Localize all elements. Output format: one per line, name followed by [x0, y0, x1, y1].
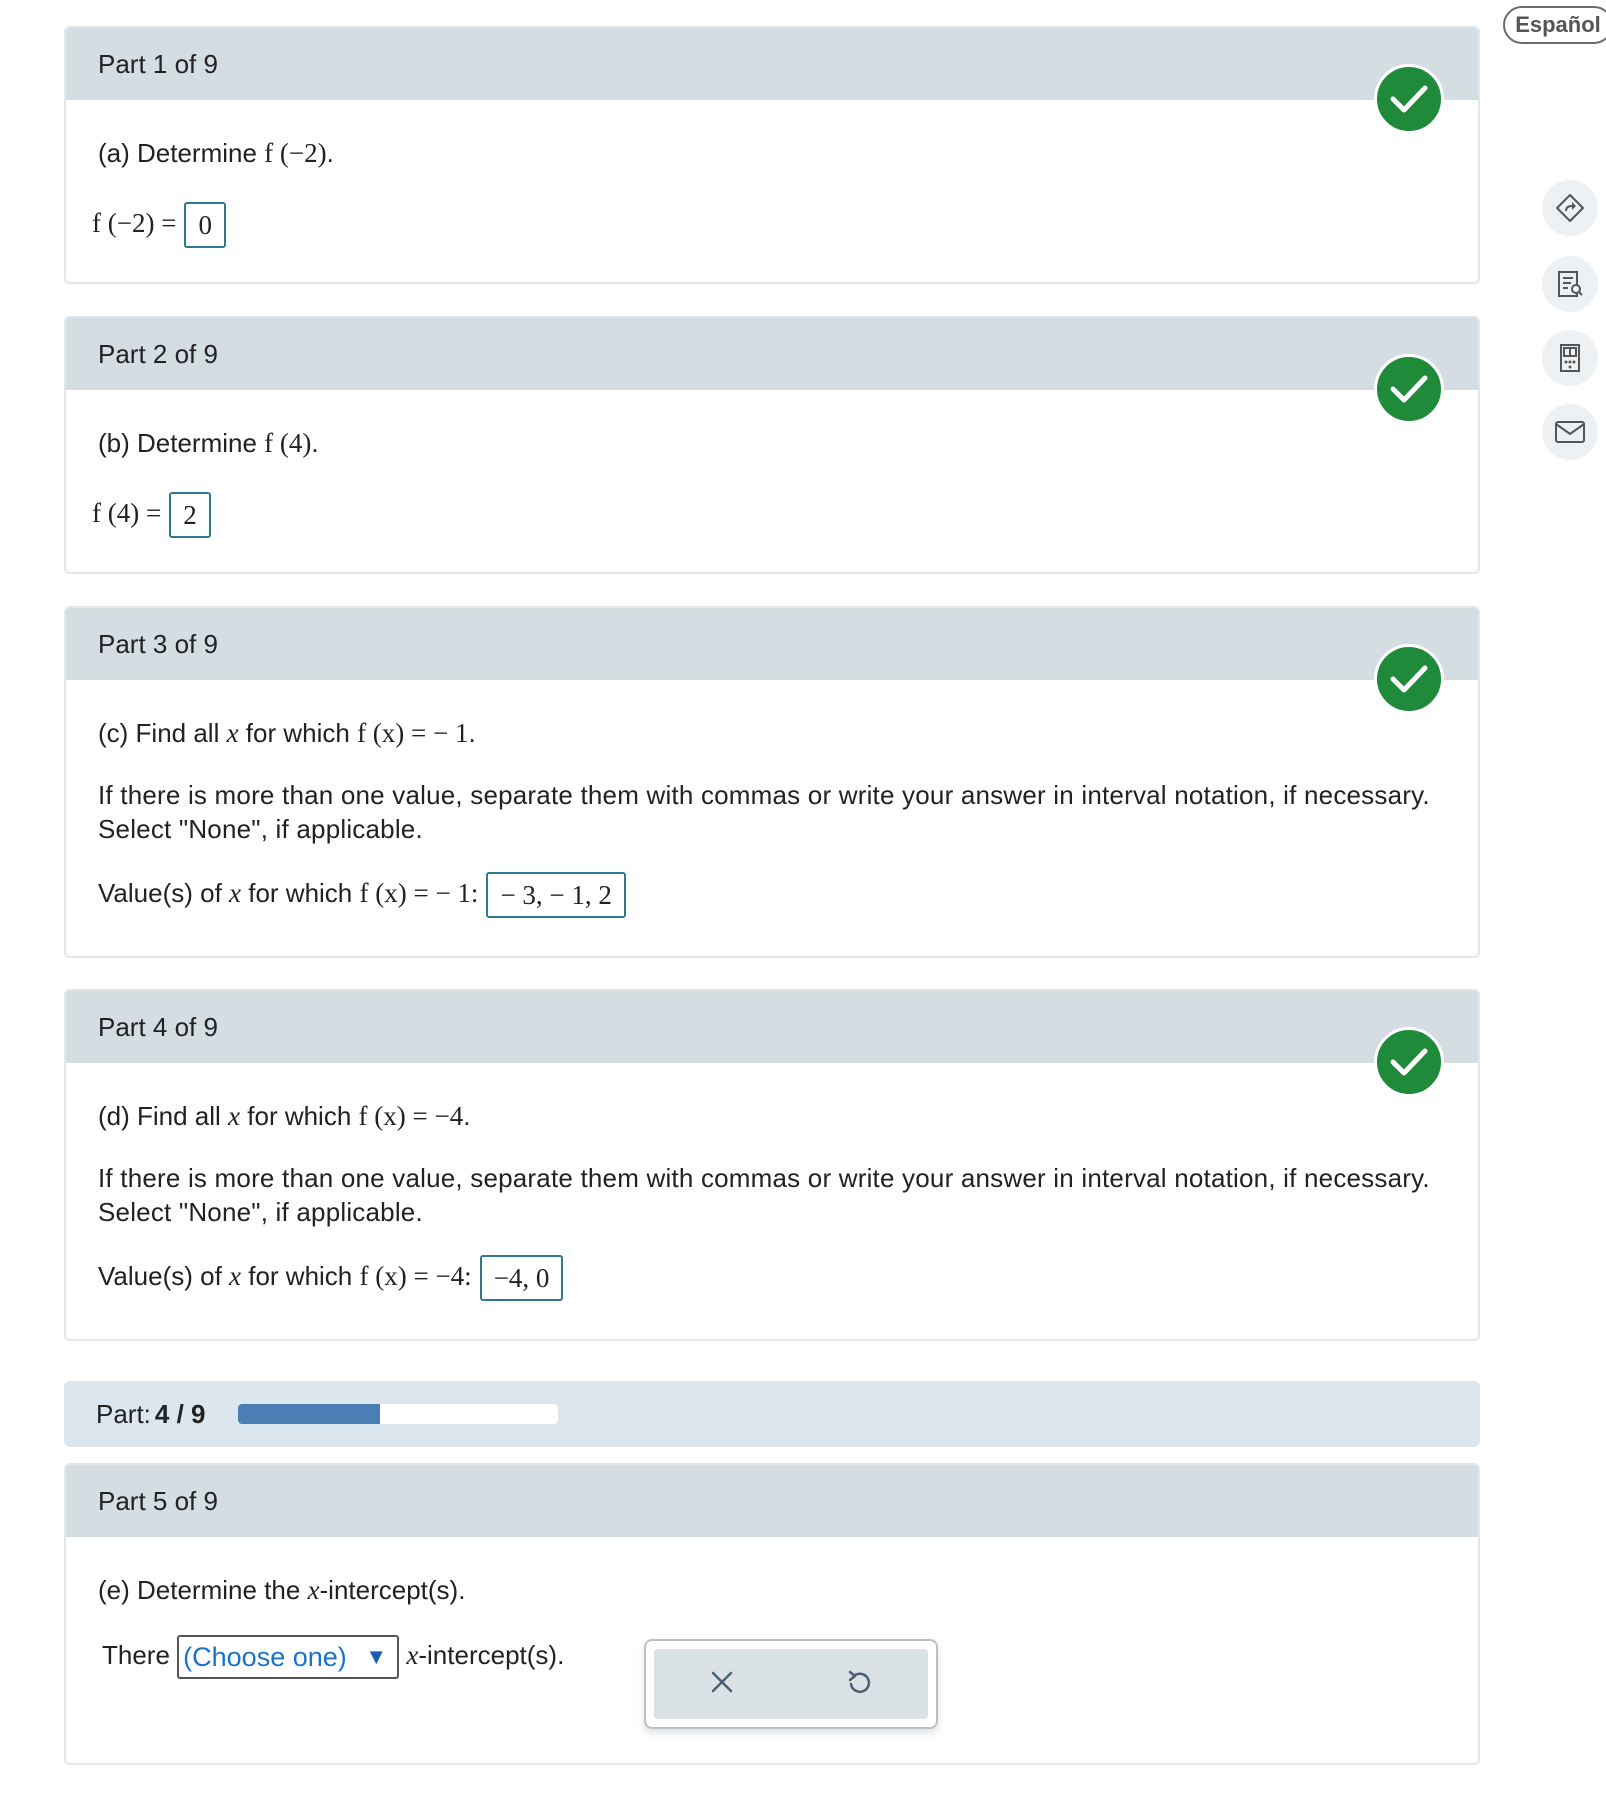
question-end: .: [326, 138, 334, 168]
question-end: .: [463, 1101, 471, 1131]
answer-text: Value(s) of: [98, 1260, 230, 1291]
progress-count: 4 / 9: [154, 1398, 206, 1429]
answer-toolbar-inner: [654, 1649, 928, 1719]
part-1-header: [66, 28, 1478, 100]
variable: x: [229, 1260, 241, 1291]
part-1-title: Part 1 of 9: [98, 48, 218, 79]
part-3-title: Part 3 of 9: [98, 628, 218, 659]
part-2-title: Part 2 of 9: [98, 338, 218, 369]
progress-bar-fill: [238, 1404, 380, 1424]
share-icon[interactable]: [1542, 180, 1598, 236]
variable: x: [229, 877, 241, 908]
part-3-card: [64, 606, 1480, 958]
undo-button[interactable]: [846, 1668, 872, 1701]
variable: x: [406, 1639, 419, 1670]
question-end: .: [311, 428, 319, 458]
variable: x: [228, 1101, 241, 1131]
part-4-instructions: If there is more than one value, separate them with commas or write your answer in interval notation, if necessary. Select "None", if applicable.: [98, 1163, 1430, 1227]
answer-label: f (−2) =: [92, 207, 177, 238]
intercept-count-select[interactable]: [177, 1635, 399, 1679]
answer-input[interactable]: − 3, − 1, 2: [486, 872, 625, 918]
close-icon: [710, 1670, 734, 1694]
progress-label: Part:: [96, 1398, 151, 1429]
check-icon: [1374, 644, 1444, 714]
part-5-question: [98, 1573, 465, 1607]
check-icon: [1374, 64, 1444, 134]
part-2-card: [64, 316, 1480, 574]
progress-bar: [238, 1404, 558, 1424]
part-2-answer-row: [92, 492, 211, 538]
part-1-card: [64, 26, 1480, 284]
part-2-question: [98, 426, 319, 460]
question-math: f (x) = −4: [358, 1101, 464, 1131]
sentence-text: -intercept(s).: [418, 1639, 565, 1670]
question-text: (a) Determine: [98, 138, 265, 168]
question-text: (c) Find all: [98, 718, 227, 748]
answer-text: for which: [241, 1260, 360, 1291]
chevron-down-icon: ▼: [365, 1644, 388, 1669]
part-4-question: [98, 1099, 470, 1133]
undo-icon: [846, 1668, 872, 1696]
variable: x: [226, 718, 239, 748]
answer-math: f (x) = − 1:: [359, 877, 479, 908]
answer-input[interactable]: 2: [169, 492, 211, 538]
answer-text: Value(s) of: [98, 877, 230, 908]
question-text: (d) Find all: [98, 1101, 229, 1131]
question-text: for which: [238, 718, 358, 748]
answer-text: for which: [241, 877, 360, 908]
check-icon: [1374, 1027, 1444, 1097]
answer-toolbar: [644, 1639, 938, 1729]
part-3-instructions: If there is more than one value, separate them with commas or write your answer in interval notation, if necessary. Select "None", if applicable.: [98, 780, 1430, 844]
notes-search-icon[interactable]: [1542, 256, 1598, 312]
part-1-answer-row: [92, 202, 226, 248]
part-4-card: [64, 989, 1480, 1341]
part-2-header: [66, 318, 1478, 390]
question-text: (b) Determine: [98, 428, 265, 458]
clear-button[interactable]: [710, 1670, 734, 1699]
part-5-answer-row: [102, 1635, 564, 1679]
answer-input[interactable]: 0: [184, 202, 226, 248]
language-toggle-button[interactable]: Español: [1503, 6, 1606, 44]
progress-panel: [64, 1381, 1480, 1447]
question-text: (e) Determine the: [98, 1575, 308, 1605]
question-math: f (−2): [264, 138, 327, 168]
answer-math: f (x) = −4:: [359, 1260, 472, 1291]
calculator-icon[interactable]: [1542, 330, 1598, 386]
part-5-header: [66, 1465, 1478, 1537]
part-4-title: Part 4 of 9: [98, 1011, 218, 1042]
part-5-title: Part 5 of 9: [98, 1485, 218, 1516]
question-math: f (4): [264, 428, 312, 458]
part-3-header: [66, 608, 1478, 680]
answer-label: f (4) =: [92, 497, 162, 528]
part-3-question: [98, 716, 476, 750]
sentence-text: There: [102, 1639, 170, 1670]
question-text: -intercept(s).: [319, 1575, 466, 1605]
part-1-question: [98, 136, 334, 170]
answer-input[interactable]: −4, 0: [480, 1255, 564, 1301]
mail-icon[interactable]: [1542, 404, 1598, 460]
question-math: f (x) = − 1: [357, 718, 469, 748]
question-end: .: [468, 718, 476, 748]
part-4-header: [66, 991, 1478, 1063]
check-icon: [1374, 354, 1444, 424]
question-text: for which: [240, 1101, 359, 1131]
part-3-answer-row: [98, 872, 626, 918]
variable: x: [307, 1575, 320, 1605]
select-value: (Choose one): [183, 1642, 347, 1672]
part-4-answer-row: [98, 1255, 563, 1301]
